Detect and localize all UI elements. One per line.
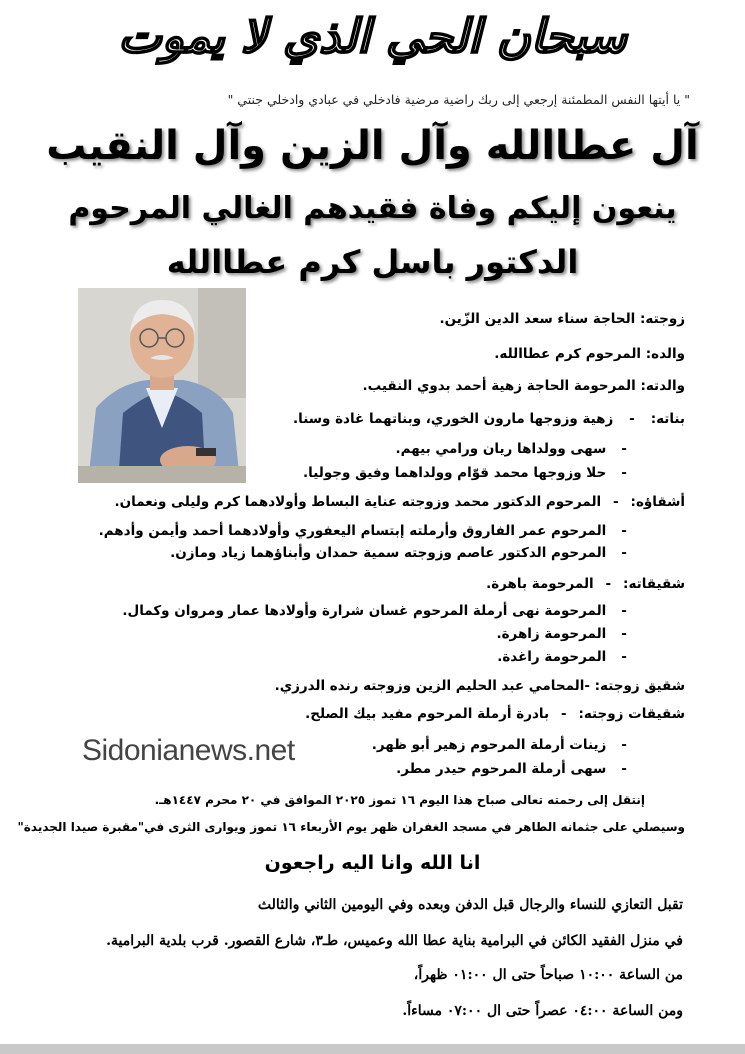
- bullet: -: [621, 649, 627, 665]
- bullet: -: [621, 626, 627, 642]
- condolences-line-1: تقبل التعازي للنساء والرجال قبل الدفن وبعده وفي اليومين الثاني والثالث: [257, 897, 683, 913]
- brother-item: المرحوم عمر الفاروق وأرملته إبتسام اليعفوري وأولادهما أحمد وأيمن وأدهم.: [98, 523, 607, 539]
- bullet: -: [621, 761, 627, 777]
- bullet: -: [621, 737, 627, 753]
- site-watermark: Sidonianews.net: [82, 734, 295, 767]
- daughter-item: سهى وولداها ريان ورامي بيهم.: [395, 441, 607, 457]
- bullet: -: [613, 494, 619, 510]
- funeral-prayer: وسيصلي على جثمانه الطاهر في مسجد الغفران ظهر يوم الأربعاء ١٦ تموز ويوارى الثرى في"مقبرة صيدا الجديدة": [17, 820, 685, 834]
- wife-sister-row: [372, 737, 637, 753]
- sister-row: [497, 649, 637, 665]
- daughters-row: [293, 411, 685, 427]
- wife-sisters-label: شقيقات زوجته:: [578, 706, 685, 722]
- daughter-row: [395, 441, 637, 457]
- portrait-illustration: [78, 288, 246, 483]
- sisters-label: شقيقاته:: [623, 576, 685, 592]
- daughter-item: حلا وزوجها محمد قوّام وولداهما وفيق وجوليا.: [303, 465, 607, 481]
- wife-sisters-row: [305, 706, 685, 722]
- bullet: -: [621, 523, 627, 539]
- bullet: -: [629, 411, 635, 427]
- death-announcement: إنتقل إلى رحمته تعالى صباح هذا اليوم ١٦ تموز ٢٠٢٥ الموافق في ٢٠ محرم ١٤٤٧هـ.: [154, 793, 645, 807]
- brothers-label: أشقاؤه:: [630, 494, 685, 510]
- daughters-label: بناته:: [650, 411, 685, 427]
- daughter-item: زهية وزوجها مارون الخوري، وبناتهما غادة وسنا.: [293, 411, 614, 427]
- bottom-bar: [0, 1044, 745, 1054]
- bullet: -: [621, 441, 627, 457]
- brother-row: [99, 523, 637, 539]
- sister-item: المرحومة نهى أرملة المرحوم غسان شرارة وأولادها عمار ومروان وكمال.: [122, 603, 607, 619]
- wife-brother-line: شقيق زوجته: -المحامي عبد الحليم الزين وزوجته رنده الدرزي.: [274, 678, 685, 694]
- wife-line: زوجته: الحاجة سناء سعد الدين الزّين.: [439, 311, 685, 327]
- inna-lillah: انا الله وانا اليه راجعون: [264, 852, 481, 874]
- brother-item: المرحوم الدكتور محمد وزوجته عناية البساط وأولادهما كرم وليلى ونعمان.: [114, 494, 602, 510]
- announcement-heading: ينعون إليكم وفاة فقيدهم الغالي المرحوم: [68, 191, 677, 226]
- sisters-row: [486, 576, 685, 592]
- sister-item: المرحومة راغدة.: [497, 649, 607, 665]
- bullet: -: [605, 576, 612, 592]
- sister-item: المرحومة باهرة.: [486, 576, 594, 592]
- wife-sister-item: زينات أرملة المرحوم زهير أبو ظهر.: [371, 737, 607, 753]
- brother-item: المرحوم الدكتور عاصم وزوجته سمية حمدان وأبناؤهما زياد ومازن.: [170, 545, 607, 561]
- bullet: -: [621, 545, 627, 561]
- deceased-name: الدكتور باسل كرم عطاالله: [166, 243, 579, 281]
- sister-item: المرحومة زاهرة.: [496, 626, 607, 642]
- wife-sister-item: سهى أرملة المرحوم حيدر مطر.: [396, 761, 607, 777]
- sister-row: [496, 626, 637, 642]
- daughter-row: [303, 465, 637, 481]
- sister-row: [122, 603, 637, 619]
- brother-row: [170, 545, 637, 561]
- bullet: -: [621, 465, 627, 481]
- brothers-row: [115, 494, 686, 510]
- condolences-address: في منزل الفقيد الكائن في البرامية بناية عطا الله وعميس، طـ٣، شارع القصور. قرب بلدية البرامية.: [106, 933, 683, 949]
- bullet: -: [560, 706, 567, 722]
- condolences-time-morning: من الساعة ١٠:٠٠ صباحاً حتى ال ٠١:٠٠ ظهراً،: [413, 967, 683, 983]
- wife-sister-row: [396, 761, 637, 777]
- portrait-photo: [78, 288, 246, 483]
- families-heading: آل عطاالله وآل الزين وآل النقيب: [46, 123, 699, 169]
- father-line: والده: المرحوم كرم عطاالله.: [494, 346, 685, 362]
- wife-sister-item: بادرة أرملة المرحوم مفيد بيك الصلح.: [305, 706, 550, 722]
- condolences-time-evening: ومن الساعة ٠٤:٠٠ عصراً حتى ال ٠٧:٠٠ مساءاً.: [402, 1003, 683, 1019]
- quran-verse: " يا أيتها النفس المطمئنة إرجعي إلى ربك راضية مرضية فادخلي في عبادي وادخلي جنتي ": [227, 92, 690, 107]
- bullet: -: [621, 603, 627, 619]
- mother-line: والدته: المرحومة الحاجة زهية أحمد بدوي النقيب.: [362, 378, 685, 394]
- calligraphy-header: سبحان الحي الذي لا يموت: [118, 9, 627, 63]
